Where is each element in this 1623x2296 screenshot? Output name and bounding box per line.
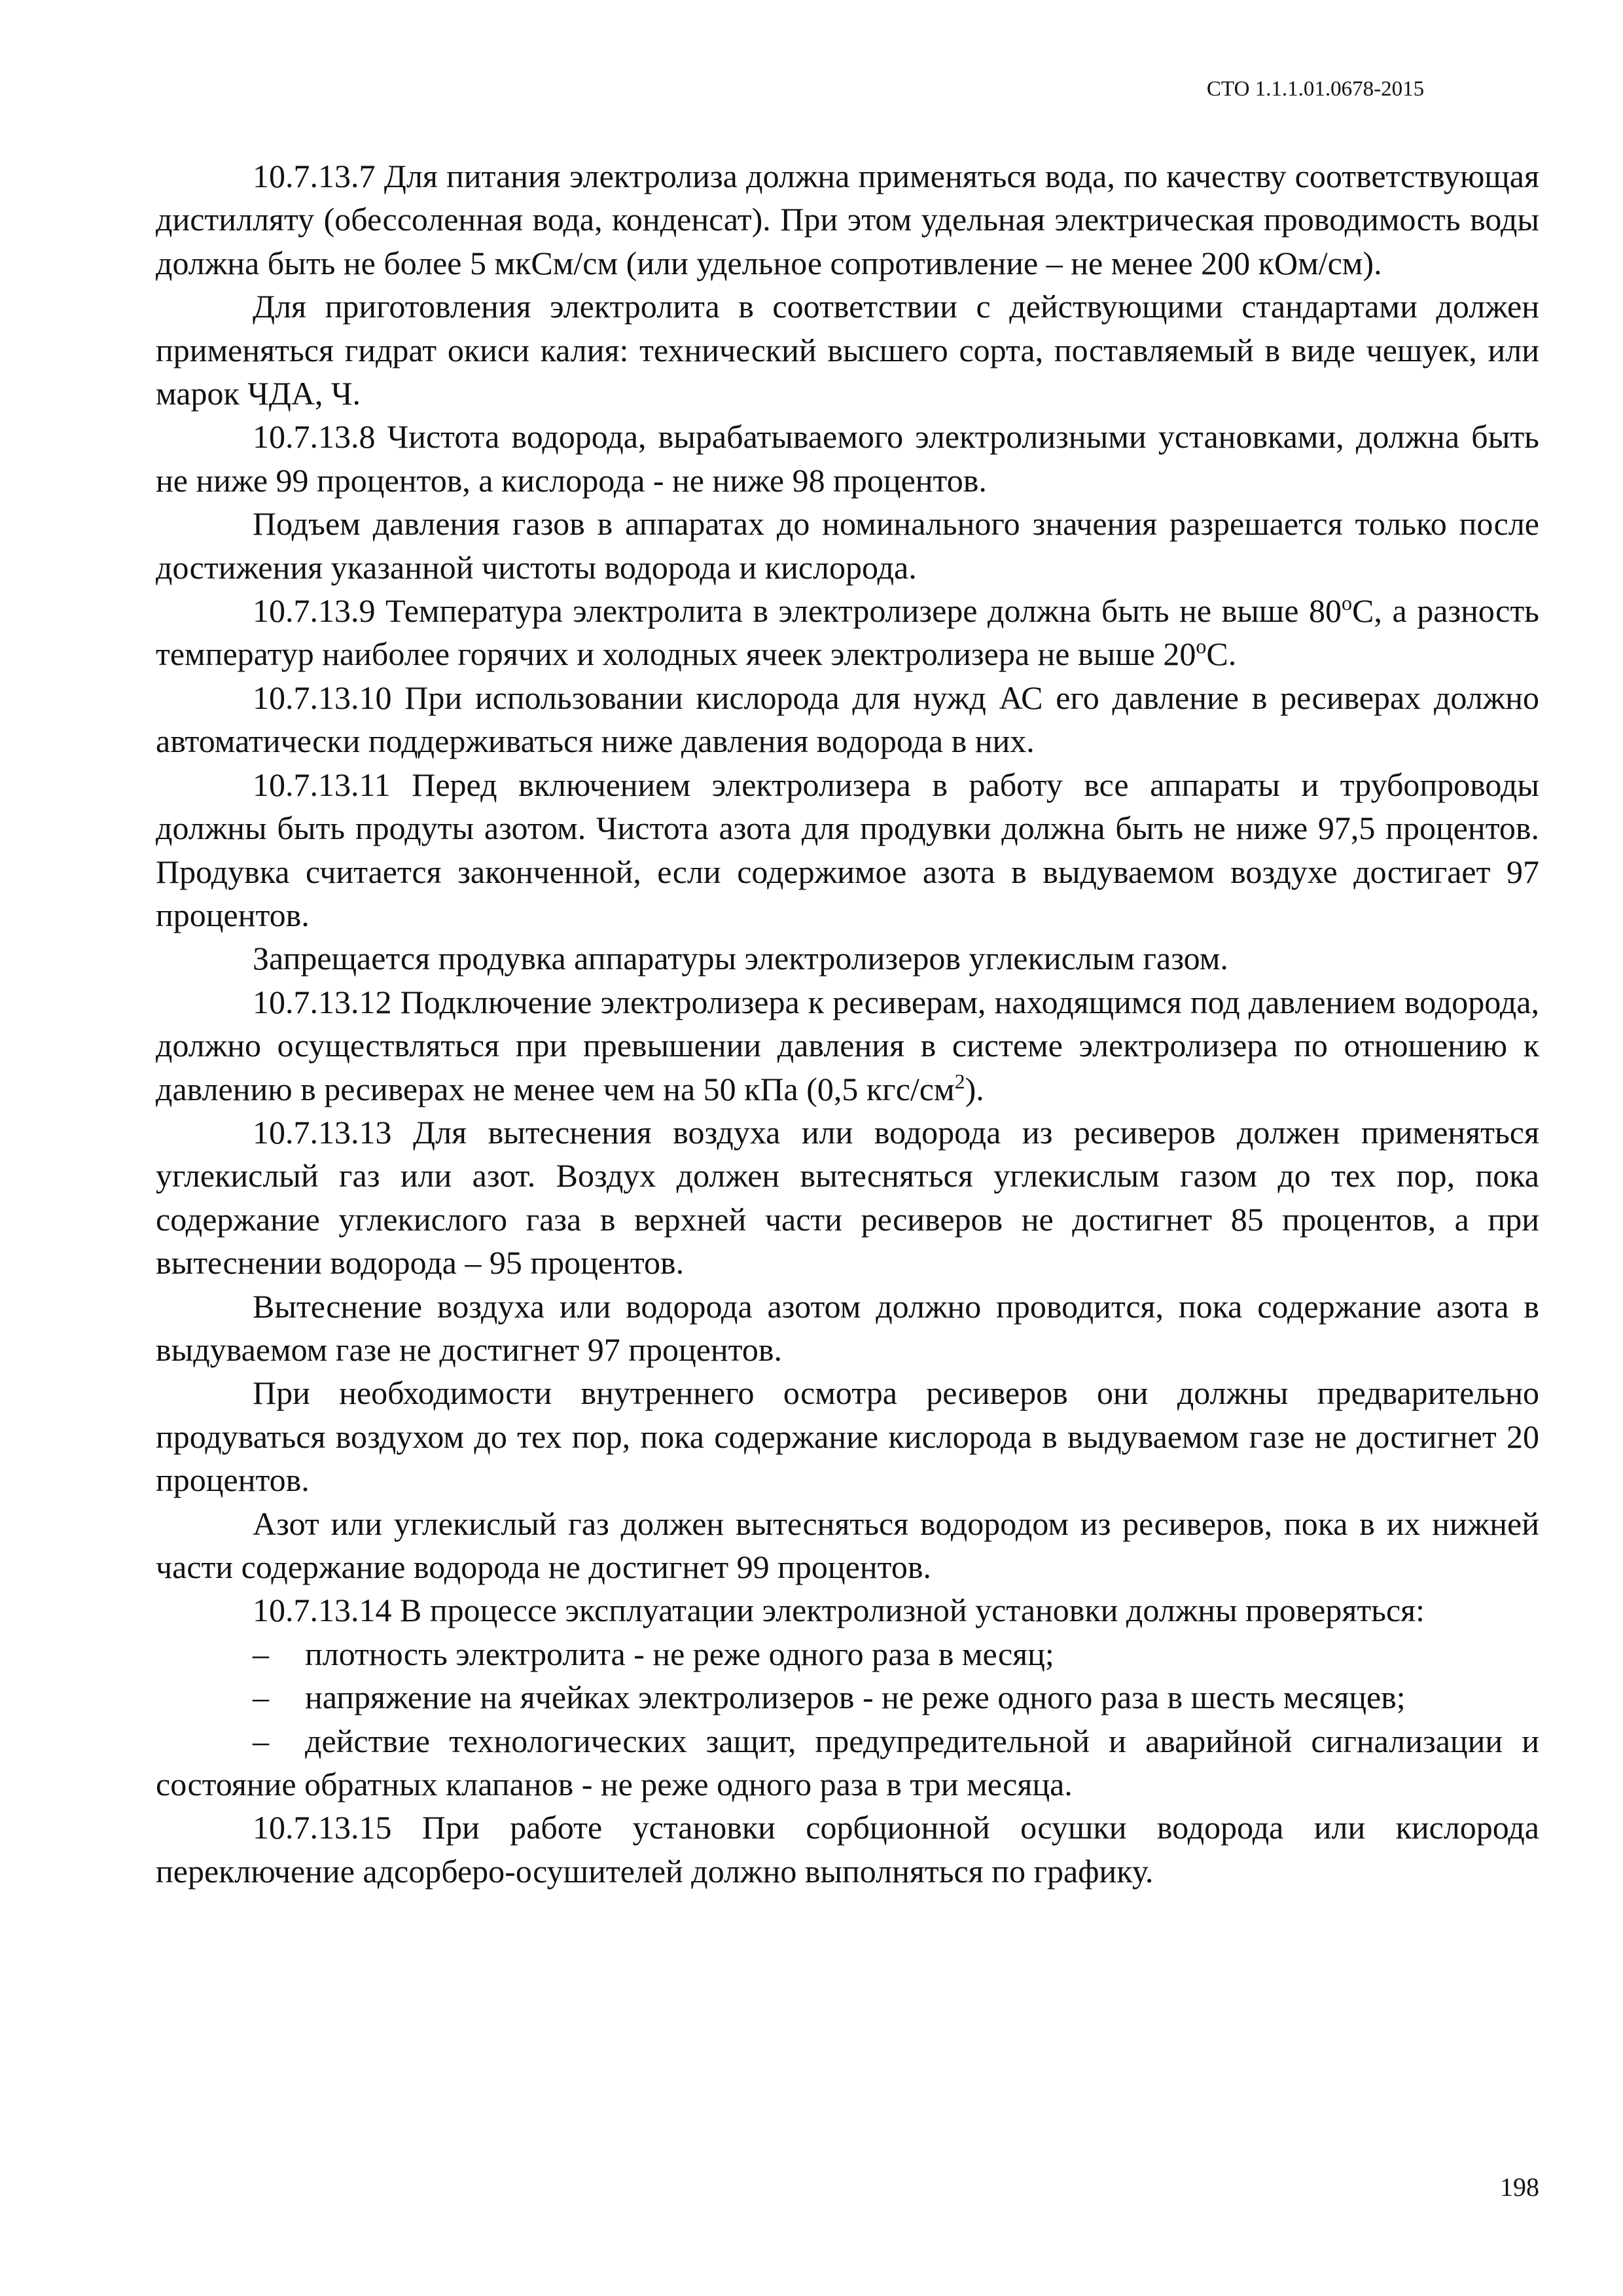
list-dash: – — [253, 1635, 269, 1672]
paragraph: Подъем давления газов в аппаратах до номинального значения разрешается только после достижения указанной чистоты водорода и кислорода. — [156, 505, 1539, 586]
exponent-superscript: 2 — [954, 1069, 965, 1093]
paragraph: Вытеснение воздуха или водорода азотом должно проводится, пока содержание азота в выдуваемом газе не достигнет 97 процентов. — [156, 1287, 1539, 1368]
paragraph: 10.7.13.15 При работе установки сорбционной осушки водорода или кислорода переключение адсорберо-осушителей должно выполняться по графику. — [156, 1809, 1539, 1890]
paragraph: При необходимости внутреннего осмотра ресиверов они должны предварительно продуваться воздухом до тех пор, пока содержание кислорода в выдуваемом газе не достигнет 20 процентов. — [156, 1374, 1539, 1499]
list-item — [156, 1632, 1539, 1676]
text-segment: С. — [1206, 636, 1237, 673]
paragraph-pressure — [156, 980, 1539, 1111]
list-item-text: напряжение на ячейках электролизеров - не реже одного раза в шесть месяцев; — [305, 1679, 1406, 1716]
list-item — [156, 1719, 1539, 1806]
list-item-text: плотность электролита - не реже одного раза в месяц; — [305, 1635, 1054, 1672]
paragraph: 10.7.13.7 Для питания электролиза должна применяться вода, по качеству соответствующая дистилляту (обессоленная вода, конденсат). При этом удельная электрическая проводимость воды должна быть не более 5 мкСм/см (или удельное сопротивление – не менее 200 кОм/см). — [156, 158, 1539, 281]
paragraph: 10.7.13.10 При использовании кислорода для нужд АС его давление в ресиверах должно автоматически поддерживаться ниже давления водорода в них. — [156, 679, 1539, 760]
text-segment: 10.7.13.9 Температура электролита в электролизере должна быть не выше 80 — [253, 592, 1342, 630]
paragraph: 10.7.13.8 Чистота водорода, вырабатываемого электролизными установками, должна быть не ниже 99 процентов, а кислорода - не ниже 98 процентов. — [156, 418, 1539, 499]
document-code: СТО 1.1.1.01.0678-2015 — [1206, 77, 1425, 101]
paragraph: Азот или углекислый газ должен вытесняться водородом из ресиверов, пока в их нижней части содержание водорода не достигнет 99 процентов. — [156, 1505, 1539, 1585]
degree-superscript: o — [1196, 634, 1207, 658]
list-item-text: действие технологических защит, предупредительной и аварийной сигнализации и состояние обратных клапанов - не реже одного раза в три месяца. — [156, 1722, 1539, 1803]
list-item — [156, 1676, 1539, 1719]
text-segment: 10.7.13.12 Подключение электролизера к ресиверам, находящимся под давлением водорода, должно осуществляться при превышении давления в системе электролизера по отношению к давлению в ресиверах не менее чем на 50 кПа (0,5 кгс/см — [156, 983, 1539, 1107]
text-segment: С, а разность температур наиболее горячих и холодных ячеек электролизера не выше 20 — [156, 592, 1539, 673]
paragraph: 10.7.13.13 Для вытеснения воздуха или водорода из ресиверов должен применяться углекислый газ или азот. Воздух должен вытесняться углекислым газом до тех пор, пока содержание углекислого газа в верхней части ресиверов не достигнет 85 процентов, а при вытеснении водорода – 95 процентов. — [156, 1113, 1539, 1282]
paragraph-temperature — [156, 589, 1539, 676]
paragraph: Для приготовления электролита в соответствии с действующими стандартами должен применяться гидрат окиси калия: технический высшего сорта, поставляемый в виде чешуек, или марок ЧДА, Ч. — [156, 288, 1539, 412]
paragraph: 10.7.13.14 В процессе эксплуатации электролизной установки должны проверяться: — [253, 1592, 1425, 1629]
degree-superscript: o — [1342, 591, 1353, 615]
document-body — [156, 154, 1539, 1893]
page-number: 198 — [1500, 2172, 1539, 2202]
paragraph: 10.7.13.11 Перед включением электролизера в работу все аппараты и трубопроводы должны быть продуты азотом. Чистота азота для продувки должна быть не ниже 97,5 процентов. Продувка считается законченной, если содержимое азота в выдуваемом воздухе достигает 97 процентов. — [156, 766, 1539, 933]
list-dash: – — [253, 1722, 269, 1759]
paragraph: Запрещается продувка аппаратуры электролизеров углекислым газом. — [253, 940, 1228, 977]
text-segment: ). — [965, 1070, 984, 1107]
list-dash: – — [253, 1679, 269, 1716]
